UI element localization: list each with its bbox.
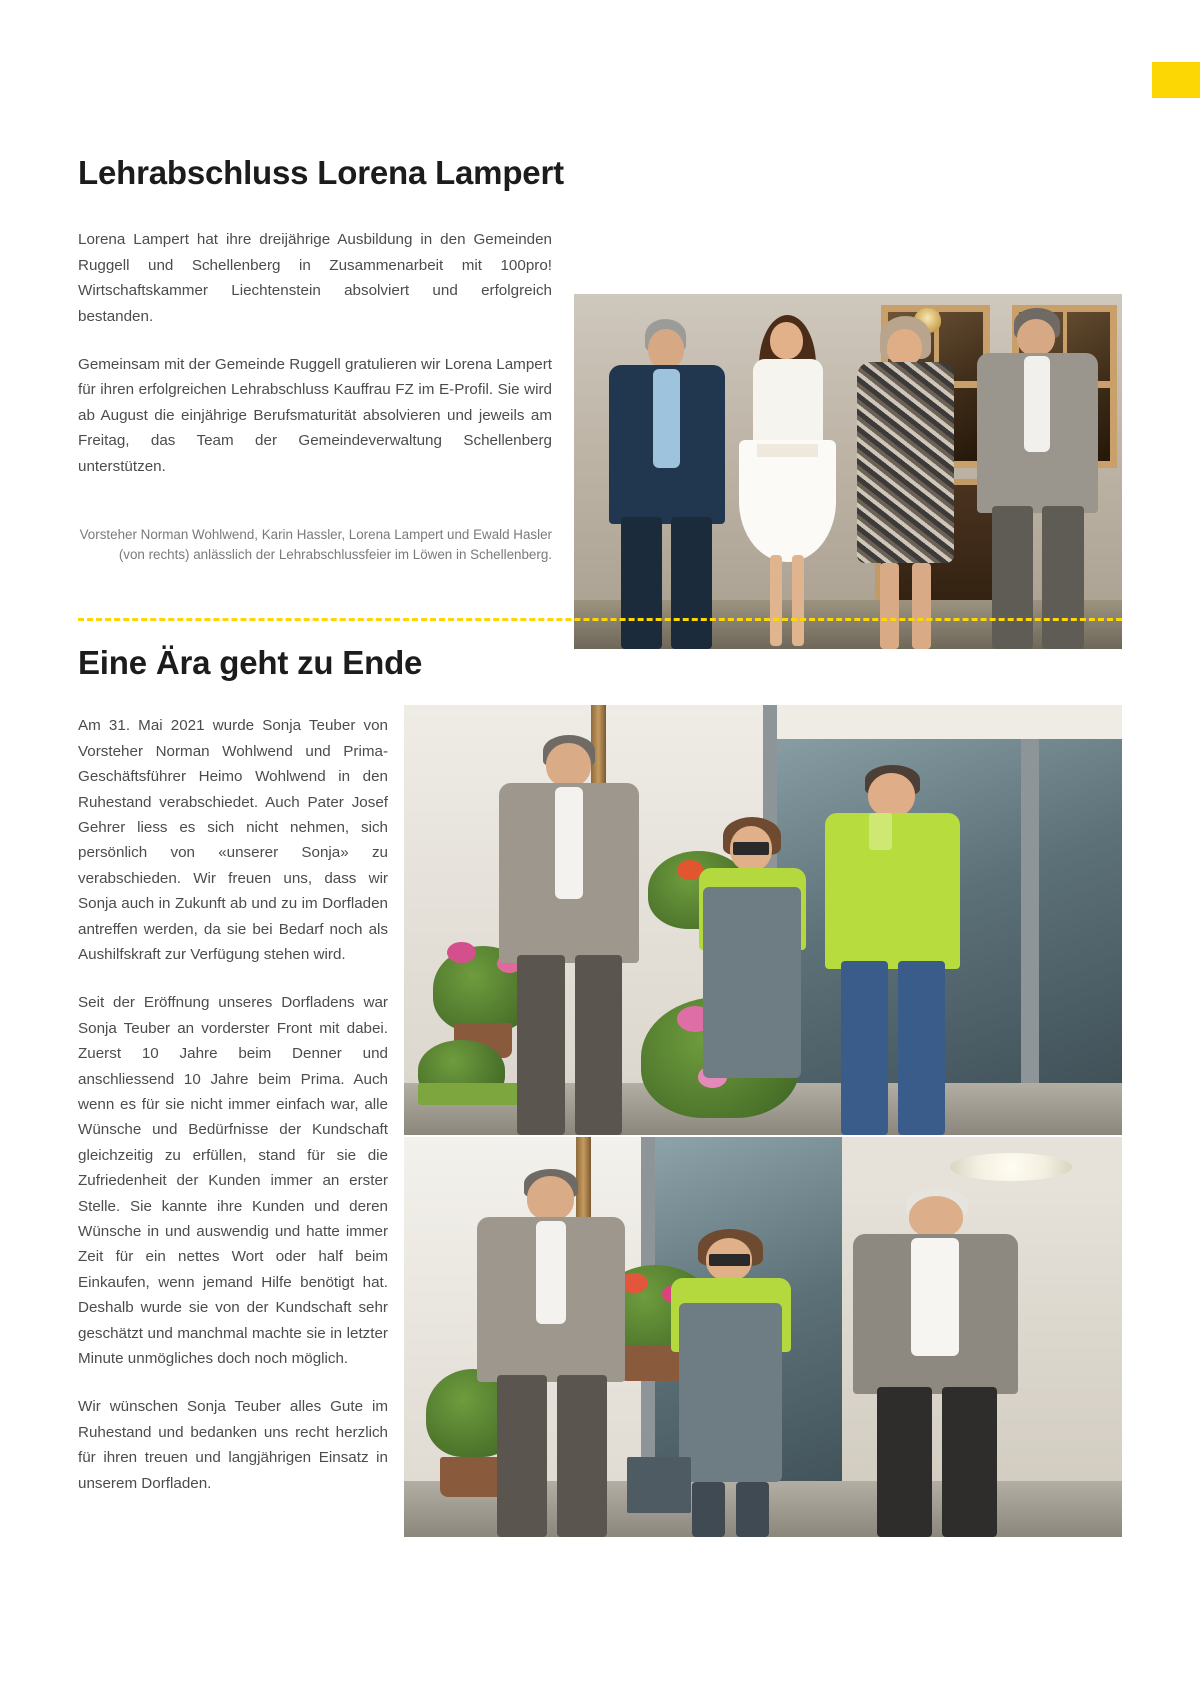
person-figure [849,1189,1021,1537]
photo-lehrabschluss-group [574,294,1122,649]
paragraph: Seit der Eröffnung unseres Dorfladens war Sonja Teuber an vorderster Front mit dabei. Zuerst 10 Jahre beim Denner und anschliessend 10 Jahre beim Prima. Auch wenn es für sie nicht immer einfach war, alle Wünsche und Bedürfnisse der Kundschaft gleichzeitig zu erfüllen, stand für sie die Zufriedenheit der Kunden immer an erster Stelle. Sie kannte ihre Kunden und deren Wünsche in und auswendig und hatte immer Zeit für ein nettes Wort oder half beim Einkaufen, wenn jemand Hilfe benötigt hat. Deshalb wurde sie von der Kundschaft sehr geschätzt und manchmal machte sie in letzter Minute unmögliches doch noch möglich. [78,994,388,1368]
section-one-columns [78,227,1122,565]
photo-caption-lehrabschluss: Vorsteher Norman Wohlwend, Karin Hassler, Lorena Lampert und Ewald Hasler (von rechts) anlässlich der Lehrabschlussfeier im Löwen in Schellenberg. [79,526,552,562]
section-eine-aera [78,645,1122,1496]
person-figure [476,1169,627,1537]
section-one-body [78,227,552,479]
page-title-eine-aera: Eine Ära geht zu Ende [78,644,423,681]
person-figure [733,312,843,649]
person-figure [848,316,963,650]
person-figure [974,308,1100,649]
apron [703,887,801,1078]
page-title-lehrabschluss: Lehrabschluss Lorena Lampert [78,154,564,191]
paragraph: Wir wünschen Sonja Teuber alles Gute im Ruhestand und bedanken uns recht herzlich für ihren treuen und langjährigen Einsatz in unserem Dorfladen. [78,1398,388,1492]
person-figure [691,817,813,1135]
photo-sonja-verabschiedung-bottom [404,1137,1122,1537]
section-two-body [78,713,388,1496]
person-figure [497,735,641,1135]
apron [679,1303,783,1482]
person-figure [820,765,964,1135]
section-lehrabschluss [78,155,1122,565]
flower [447,942,476,964]
paragraph: Gemeinsam mit der Gemeinde Ruggell gratulieren wir Lorena Lampert für ihren erfolgreichen Lehrabschluss Kauffrau FZ im E-Profil. Sie wird ab August die einjährige Berufsmaturität absolvieren und jeweils am Freitag, das Team der Gemeindeverwaltung Schellenberg unterstützen. [78,355,552,475]
person-figure [607,319,728,649]
shopping-bag [627,1457,692,1513]
ceiling-light [950,1153,1072,1181]
paragraph: Lorena Lampert hat ihre dreijährige Ausbildung in den Gemeinden Ruggell und Schellenberg in Zusammenarbeit mit 100pro! Wirtschaftskammer Liechtenstein absolviert und erfolgreich bestanden. [78,231,552,325]
yellow-accent-tab [1152,62,1200,98]
photo-sonja-verabschiedung-top [404,705,1122,1135]
paragraph: Am 31. Mai 2021 wurde Sonja Teuber von Vorsteher Norman Wohlwend und Prima-Geschäftsführer Heimo Wohlwend in den Ruhestand verabschiedet. Auch Pater Josef Gehrer liess es sich nicht nehmen, sich persönlich von «unserer Sonja» zu verabschieden. Wir freuen uns, dass wir Sonja auch in Zukunft ab und zu im Dorfladen antreffen werden, da sie bei Bedarf noch als Aushilfskraft zur Verfügung stehen wird. [78,717,388,963]
dashed-divider-yellow [78,618,1122,621]
